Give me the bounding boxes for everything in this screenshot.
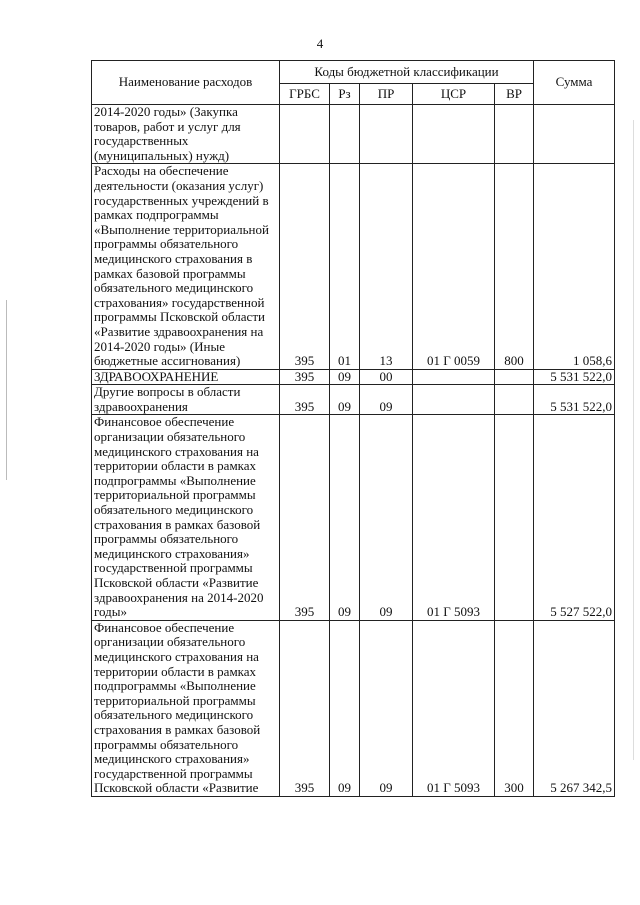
row-rz: 09 — [330, 385, 360, 415]
row-vr: 300 — [495, 620, 534, 796]
row-pr: 09 — [360, 385, 413, 415]
table-row — [92, 105, 615, 164]
row-grbs — [280, 105, 330, 164]
row-csr — [413, 105, 495, 164]
row-vr — [495, 369, 534, 385]
row-sum: 1 058,6 — [534, 164, 615, 369]
row-csr — [413, 385, 495, 415]
header-grbs: ГРБС — [280, 84, 330, 105]
row-sum: 5 527 522,0 — [534, 415, 615, 620]
row-name: Расходы на обеспечение деятельности (оказания услуг) государственных учреждений в рамках подпрограммы «Выполнение территориальной программы обязательного медицинского страхования в рамках базовой программы обязательного медицинского страхования» государственной программы Псковской области «Развитие здравоохранения на 2014-2020 годы» (Иные бюджетные ассигнования) — [92, 164, 280, 369]
scan-edge-mark — [6, 300, 7, 480]
row-csr: 01 Г 0059 — [413, 164, 495, 369]
header-rz: Рз — [330, 84, 360, 105]
row-rz — [330, 105, 360, 164]
table-row — [92, 385, 615, 415]
table-row — [92, 415, 615, 620]
row-sum: 5 531 522,0 — [534, 369, 615, 385]
row-vr: 800 — [495, 164, 534, 369]
table-row — [92, 620, 615, 796]
row-pr: 00 — [360, 369, 413, 385]
row-grbs: 395 — [280, 620, 330, 796]
row-grbs: 395 — [280, 164, 330, 369]
row-csr — [413, 369, 495, 385]
row-name: Финансовое обеспечение организации обязательного медицинского страхования на территории области в рамках подпрограммы «Выполнение территориальной программы обязательного медицинского страхования в рамках базовой программы обязательного медицинского страхования» государственной программы Псковской области «Развитие здравоохранения на 2014-2020 годы» — [92, 415, 280, 620]
row-grbs: 395 — [280, 369, 330, 385]
row-rz: 09 — [330, 415, 360, 620]
table-row — [92, 369, 615, 385]
row-name: 2014-2020 годы» (Закупка товаров, работ и услуг для государственных (муниципальных) нужд) — [92, 105, 280, 164]
row-sum: 5 267 342,5 — [534, 620, 615, 796]
row-rz: 09 — [330, 620, 360, 796]
row-name: ЗДРАВООХРАНЕНИЕ — [92, 369, 280, 385]
row-rz: 09 — [330, 369, 360, 385]
row-pr: 13 — [360, 164, 413, 369]
header-csr: ЦСР — [413, 84, 495, 105]
header-pr: ПР — [360, 84, 413, 105]
row-vr — [495, 105, 534, 164]
row-pr — [360, 105, 413, 164]
row-csr: 01 Г 5093 — [413, 415, 495, 620]
row-rz: 01 — [330, 164, 360, 369]
table-row — [92, 164, 615, 369]
row-vr — [495, 415, 534, 620]
row-name: Другие вопросы в области здравоохранения — [92, 385, 280, 415]
header-vr: ВР — [495, 84, 534, 105]
row-name: Финансовое обеспечение организации обязательного медицинского страхования на территории области в рамках подпрограммы «Выполнение территориальной программы обязательного медицинского страхования в рамках базовой программы обязательного медицинского страхования» государственной программы Псковской области «Развитие — [92, 620, 280, 796]
page-number: 4 — [316, 36, 324, 51]
row-sum: 5 531 522,0 — [534, 385, 615, 415]
header-name: Наименование расходов — [92, 61, 280, 105]
row-grbs: 395 — [280, 385, 330, 415]
header-codes-group: Коды бюджетной классификации — [280, 61, 534, 84]
row-pr: 09 — [360, 620, 413, 796]
header-sum: Сумма — [534, 61, 615, 105]
row-vr — [495, 385, 534, 415]
row-pr: 09 — [360, 415, 413, 620]
row-grbs: 395 — [280, 415, 330, 620]
budget-table — [91, 60, 615, 797]
scan-edge-mark — [633, 120, 634, 760]
row-csr: 01 Г 5093 — [413, 620, 495, 796]
row-sum — [534, 105, 615, 164]
